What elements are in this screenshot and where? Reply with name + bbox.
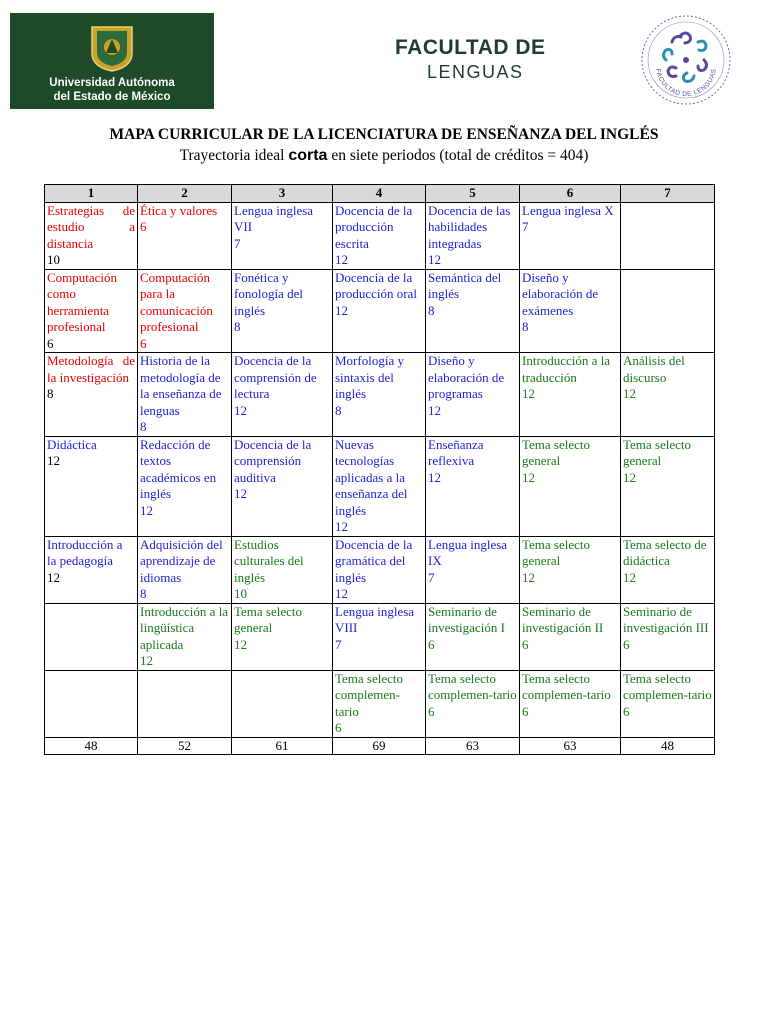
course-cell xyxy=(45,536,138,603)
course-credits: 12 xyxy=(522,469,535,485)
course-name: Tema selecto de didáctica xyxy=(623,536,707,568)
course-name: Tema selecto general xyxy=(522,536,591,568)
university-banner xyxy=(10,13,214,109)
period-header-6: 6 xyxy=(520,185,621,203)
faculty-title-line2: LENGUAS xyxy=(427,62,524,82)
course-name: Estrategias de estudio a distancia xyxy=(47,202,135,251)
course-cell xyxy=(138,603,232,670)
course-cell xyxy=(520,536,621,603)
course-credits: 12 xyxy=(623,469,636,485)
table-row xyxy=(45,202,715,269)
course-credits: 8 xyxy=(522,319,529,334)
course-credits: 6 xyxy=(140,335,147,351)
course-name: Lengua inglesa X xyxy=(522,202,614,218)
course-name: Seminario de investigación II xyxy=(522,603,604,635)
subtitle-post: en siete periodos (total de créditos = 404) xyxy=(327,147,589,164)
course-cell xyxy=(621,670,715,737)
period-header-7: 7 xyxy=(621,185,715,203)
course-cell xyxy=(45,436,138,536)
course-credits: 12 xyxy=(234,636,247,652)
course-name: Enseñanza reflexiva xyxy=(428,436,484,468)
course-credits: 12 xyxy=(140,653,153,668)
course-credits: 12 xyxy=(234,402,247,418)
course-credits: 12 xyxy=(623,386,636,401)
course-cell xyxy=(232,670,333,737)
course-name: Seminario de investigación I xyxy=(428,603,505,635)
course-credits: 10 xyxy=(47,252,60,267)
subtitle-emphasis: corta xyxy=(288,147,328,164)
course-credits: 12 xyxy=(428,402,441,418)
course-cell xyxy=(520,603,621,670)
period-total-6: 63 xyxy=(520,737,621,755)
course-credits: 12 xyxy=(335,586,348,601)
table-row xyxy=(45,603,715,670)
course-name: Introducción a la traducción xyxy=(522,353,611,385)
course-cell xyxy=(426,353,520,437)
course-credits: 12 xyxy=(47,453,60,468)
course-cell xyxy=(520,269,621,353)
course-name: Introducción a la lingüística aplicada xyxy=(140,603,229,652)
course-name: Análisis del discurso xyxy=(623,353,685,385)
course-cell xyxy=(138,269,232,353)
course-cell xyxy=(232,202,333,269)
course-cell xyxy=(138,536,232,603)
course-cell xyxy=(45,603,138,670)
course-cell xyxy=(333,436,426,536)
course-cell xyxy=(333,603,426,670)
course-cell xyxy=(45,202,138,269)
curriculum-body xyxy=(45,202,715,737)
course-cell xyxy=(138,202,232,269)
course-cell xyxy=(232,436,333,536)
course-name: Introducción a la pedagogía xyxy=(47,536,123,568)
course-name: Seminario de investigación III xyxy=(623,603,709,635)
course-credits: 6 xyxy=(140,219,147,234)
course-credits: 6 xyxy=(522,703,529,719)
course-name: Docencia de la comprensión de lectura xyxy=(234,353,317,401)
course-name: Nuevas tecnologías aplicadas a la enseñanza del inglés xyxy=(335,436,408,518)
course-credits: 6 xyxy=(428,636,435,652)
course-credits: 8 xyxy=(428,302,435,318)
course-name: Tema selecto complemen-tario xyxy=(522,670,611,702)
course-name: Tema selecto general xyxy=(234,603,303,635)
university-name-line2: del Estado de México xyxy=(53,91,171,103)
table-row xyxy=(45,269,715,353)
course-name: Adquisición del aprendizaje de idiomas xyxy=(140,536,223,585)
course-name: Docencia de la comprensión auditiva xyxy=(234,436,312,485)
course-cell xyxy=(621,603,715,670)
course-cell xyxy=(232,536,333,603)
course-name: Morfología y sintaxis del inglés xyxy=(335,353,404,401)
course-name: Tema selecto complemen-tario xyxy=(335,670,404,719)
page-title: MAPA CURRICULAR DE LA LICENCIATURA DE ENSEÑANZA DEL INGLÉS xyxy=(109,126,659,143)
course-cell xyxy=(426,670,520,737)
period-total-1: 48 xyxy=(45,737,138,755)
course-credits: 7 xyxy=(522,219,529,234)
course-name: Semántica del inglés xyxy=(428,269,502,301)
university-seal-icon xyxy=(88,23,136,73)
course-cell xyxy=(232,603,333,670)
period-header-row xyxy=(45,185,715,203)
course-credits: 6 xyxy=(623,703,630,719)
course-name: Didáctica xyxy=(47,436,97,452)
course-cell xyxy=(426,436,520,536)
table-row xyxy=(45,353,715,437)
period-total-4: 69 xyxy=(333,737,426,755)
course-credits: 7 xyxy=(428,569,435,585)
course-name: Docencia de la gramática del inglés xyxy=(335,536,413,585)
table-row xyxy=(45,670,715,737)
course-cell xyxy=(426,269,520,353)
course-credits: 6 xyxy=(428,703,435,719)
course-credits: 6 xyxy=(522,636,529,652)
course-credits: 8 xyxy=(47,386,54,401)
period-header-1: 1 xyxy=(45,185,138,203)
course-name: Lengua inglesa VII xyxy=(234,202,314,234)
course-cell xyxy=(520,436,621,536)
table-row xyxy=(45,536,715,603)
course-credits: 10 xyxy=(234,586,247,601)
period-total-3: 61 xyxy=(232,737,333,755)
course-cell xyxy=(426,536,520,603)
course-cell xyxy=(45,269,138,353)
course-cell xyxy=(621,436,715,536)
course-credits: 7 xyxy=(335,636,342,652)
course-name: Historia de la metodología de la enseñanza de lenguas xyxy=(140,353,222,418)
course-credits: 8 xyxy=(234,319,241,334)
course-credits: 6 xyxy=(47,335,54,351)
course-credits: 12 xyxy=(335,519,348,534)
course-name: Docencia de las habilidades integradas xyxy=(428,202,511,251)
course-cell xyxy=(232,269,333,353)
university-name-line1: Universidad Autónoma xyxy=(49,77,175,89)
course-cell xyxy=(520,670,621,737)
course-credits: 12 xyxy=(522,569,535,585)
course-cell xyxy=(520,202,621,269)
course-name: Lengua inglesa VIII xyxy=(335,603,415,635)
faculty-seal-text: FACULTAD DE LENGUAS xyxy=(654,68,718,99)
course-cell xyxy=(621,353,715,437)
course-name: Lengua inglesa IX xyxy=(428,536,508,568)
course-credits: 8 xyxy=(140,419,147,434)
course-credits: 7 xyxy=(234,235,241,251)
course-cell xyxy=(232,353,333,437)
subtitle-pre: Trayectoria ideal xyxy=(179,147,289,164)
course-name: Tema selecto general xyxy=(522,436,591,468)
course-name: Tema selecto general xyxy=(623,436,692,468)
course-cell xyxy=(520,353,621,437)
course-credits: 8 xyxy=(335,402,342,418)
period-header-5: 5 xyxy=(426,185,520,203)
course-credits: 12 xyxy=(140,502,153,518)
period-header-4: 4 xyxy=(333,185,426,203)
page-subtitle xyxy=(0,147,768,165)
course-credits: 12 xyxy=(234,486,247,501)
credit-totals-row xyxy=(45,737,715,755)
period-total-7: 48 xyxy=(621,737,715,755)
course-credits: 12 xyxy=(335,252,348,267)
course-cell xyxy=(138,353,232,437)
course-name: Docencia de la producción oral xyxy=(335,269,417,301)
course-cell xyxy=(45,353,138,437)
course-cell xyxy=(621,269,715,353)
course-name: Tema selecto complemen-tario xyxy=(623,670,712,702)
faculty-logo-icon xyxy=(640,14,732,106)
university-name xyxy=(10,76,214,104)
course-name: Diseño y elaboración de programas xyxy=(428,353,505,401)
faculty-wordmark xyxy=(395,36,575,84)
period-header-3: 3 xyxy=(232,185,333,203)
course-credits: 6 xyxy=(335,720,342,735)
course-name: Docencia de la producción escrita xyxy=(335,202,413,251)
course-cell xyxy=(426,603,520,670)
period-total-5: 63 xyxy=(426,737,520,755)
course-name: Ética y valores xyxy=(140,202,218,218)
curriculum-table xyxy=(44,184,715,755)
course-cell xyxy=(138,670,232,737)
faculty-title-line1: FACULTAD DE xyxy=(395,36,546,59)
course-cell xyxy=(333,202,426,269)
course-name: Tema selecto complemen-tario xyxy=(428,670,517,702)
course-cell xyxy=(333,269,426,353)
course-cell xyxy=(333,536,426,603)
course-credits: 12 xyxy=(428,469,441,485)
course-credits: 12 xyxy=(335,302,348,318)
course-credits: 12 xyxy=(522,386,535,401)
course-credits: 6 xyxy=(623,636,630,652)
course-cell xyxy=(333,670,426,737)
course-name: Metodología de la investigación xyxy=(47,353,135,385)
period-total-2: 52 xyxy=(138,737,232,755)
course-credits: 8 xyxy=(140,586,147,601)
course-cell xyxy=(45,670,138,737)
course-name: Estudios culturales del inglés xyxy=(234,536,304,585)
course-name: Computación para la comunicación profesional xyxy=(140,269,213,334)
course-credits: 12 xyxy=(47,569,60,585)
course-cell xyxy=(138,436,232,536)
course-cell xyxy=(333,353,426,437)
course-credits: 12 xyxy=(623,569,636,585)
course-name: Computación como herramienta profesional xyxy=(47,269,118,334)
course-cell xyxy=(426,202,520,269)
course-cell xyxy=(621,536,715,603)
course-cell xyxy=(621,202,715,269)
course-credits: 12 xyxy=(428,252,441,267)
course-name: Diseño y elaboración de exámenes xyxy=(522,269,599,318)
period-header-2: 2 xyxy=(138,185,232,203)
course-name: Fonética y fonología del inglés xyxy=(234,269,303,318)
course-name: Redacción de textos académicos en inglés xyxy=(140,436,217,501)
table-row xyxy=(45,436,715,536)
